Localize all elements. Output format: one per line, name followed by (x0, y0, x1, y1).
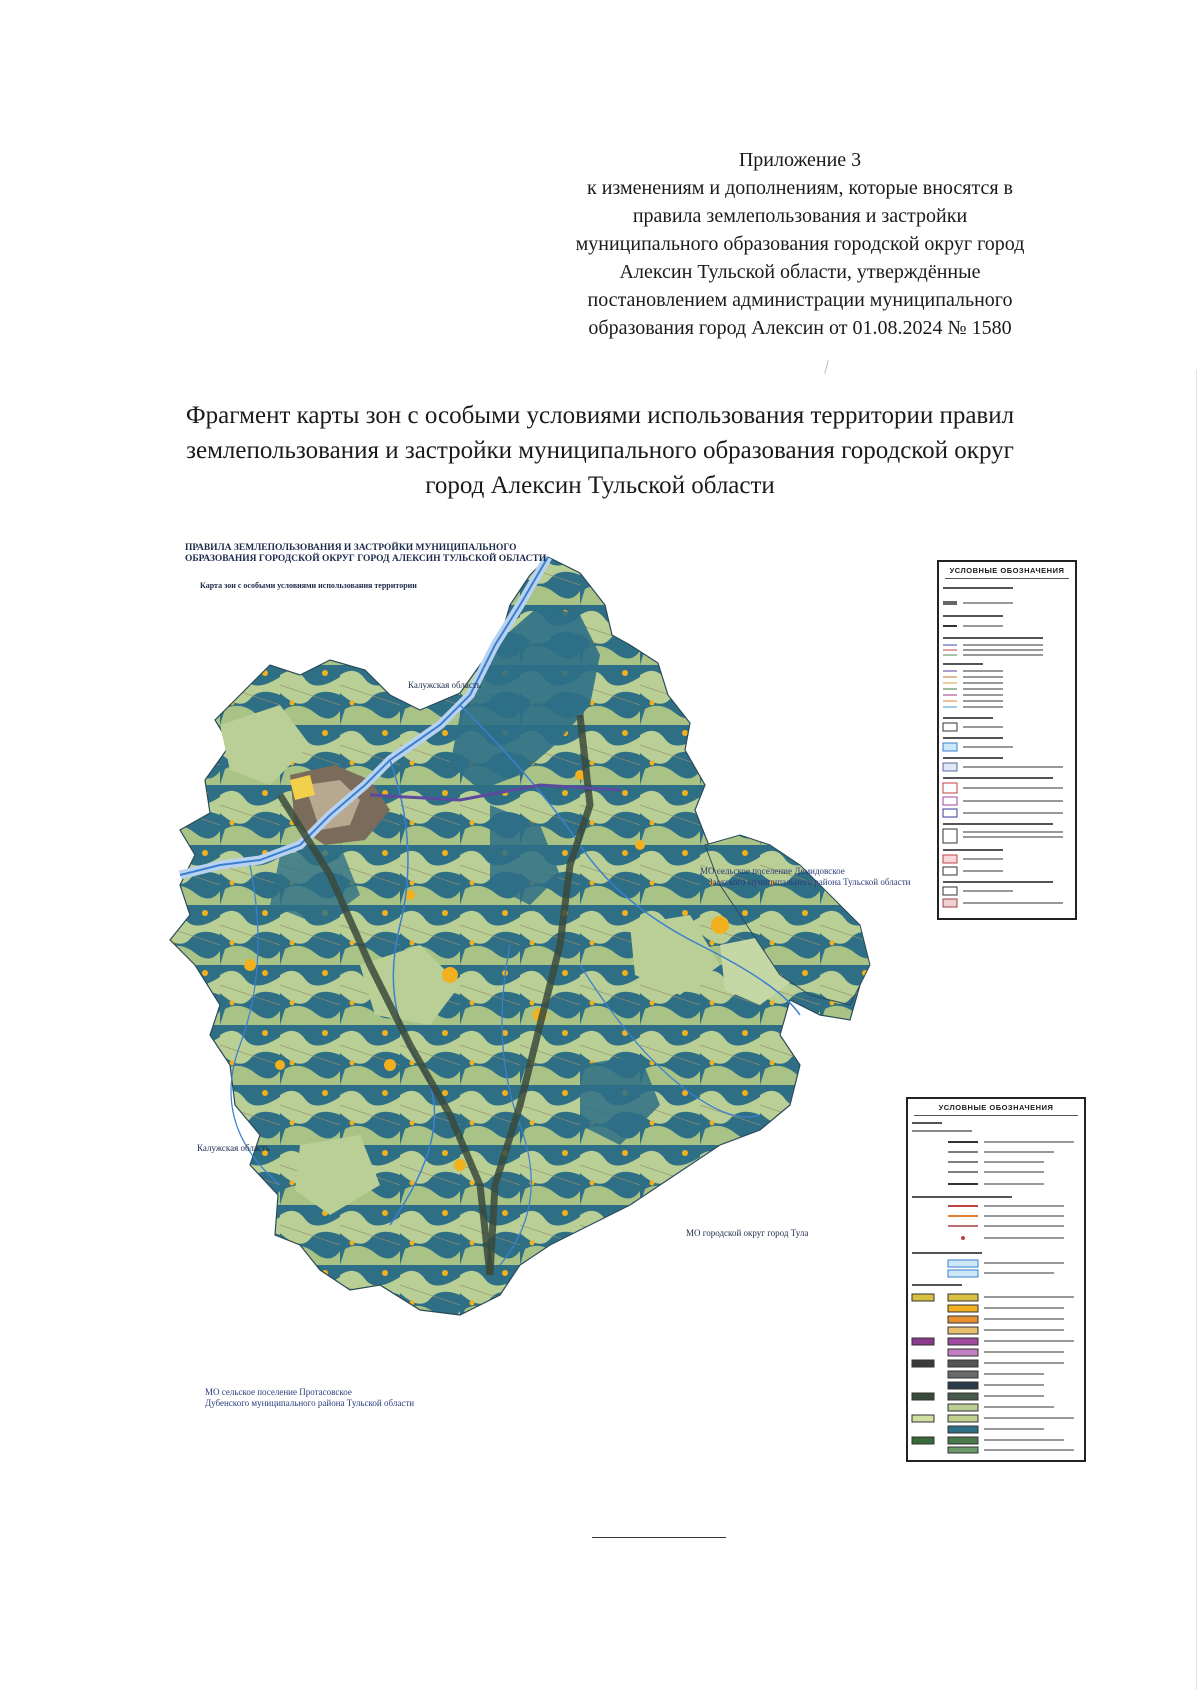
title-line: землепользования и застройки муниципального образования городской округ (186, 437, 1014, 464)
legend-title: УСЛОВНЫЕ ОБОЗНАЧЕНИЯ (945, 562, 1069, 579)
map-header (185, 543, 546, 565)
legend-entries (908, 1116, 1084, 1456)
settlement (275, 1060, 285, 1070)
region-label: Калужская область (408, 680, 481, 690)
appendix-line: постановлением администрации муниципального (587, 289, 1013, 311)
map-subtitle: Карта зон с особыми условиями использования территории (200, 581, 417, 590)
settlement (454, 1159, 466, 1171)
appendix-line: к изменениям и дополнениям, которые вносятся в (586, 177, 1013, 199)
region-label: МО городской округ город Тула (686, 1228, 809, 1238)
appendix-line: образования город Алексин от 01.08.2024 № 1580 (588, 317, 1012, 339)
scan-edge (1196, 370, 1197, 1690)
appendix-line: Приложение 3 (738, 149, 862, 171)
map-legend (937, 560, 1077, 920)
map-legend (906, 1097, 1086, 1462)
settlement (384, 1059, 396, 1071)
title-line: город Алексин Тульской области (425, 472, 775, 499)
appendix-line: Алексин Тульской области, утверждённые (619, 261, 981, 283)
document-title (100, 398, 1100, 503)
appendix-line: правила землепользования и застройки (632, 205, 968, 227)
settlement (711, 916, 729, 934)
settlement (442, 967, 458, 983)
settlement (635, 840, 645, 850)
title-line: Фрагмент карты зон с особыми условиями использования территории правил (185, 402, 1015, 429)
region-label: Калужская область (197, 1143, 270, 1153)
region-label: МО сельское поселение Протасовское (205, 1387, 352, 1397)
legend-entries (939, 579, 1075, 914)
legend-title: УСЛОВНЫЕ ОБОЗНАЧЕНИЯ (914, 1099, 1078, 1116)
settlement (244, 959, 256, 971)
end-line (592, 1537, 726, 1538)
region-label: Заокского муниципального района Тульской области (708, 877, 911, 887)
pen-mark (824, 360, 829, 374)
region-label: МО сельское поселение Демидовское (700, 866, 845, 876)
appendix-header (500, 146, 1100, 342)
map-header-line: ПРАВИЛА ЗЕМЛЕПОЛЬЗОВАНИЯ И ЗАСТРОЙКИ МУНИЦИПАЛЬНОГО (185, 543, 517, 553)
region-label: Дубенского муниципального района Тульской области (205, 1398, 415, 1408)
appendix-line: муниципального образования городской округ город (575, 233, 1025, 255)
map-header-line: ОБРАЗОВАНИЯ ГОРОДСКОЙ ОКРУГ ГОРОД АЛЕКСИН ТУЛЬСКОЙ ОБЛАСТИ (185, 554, 547, 564)
